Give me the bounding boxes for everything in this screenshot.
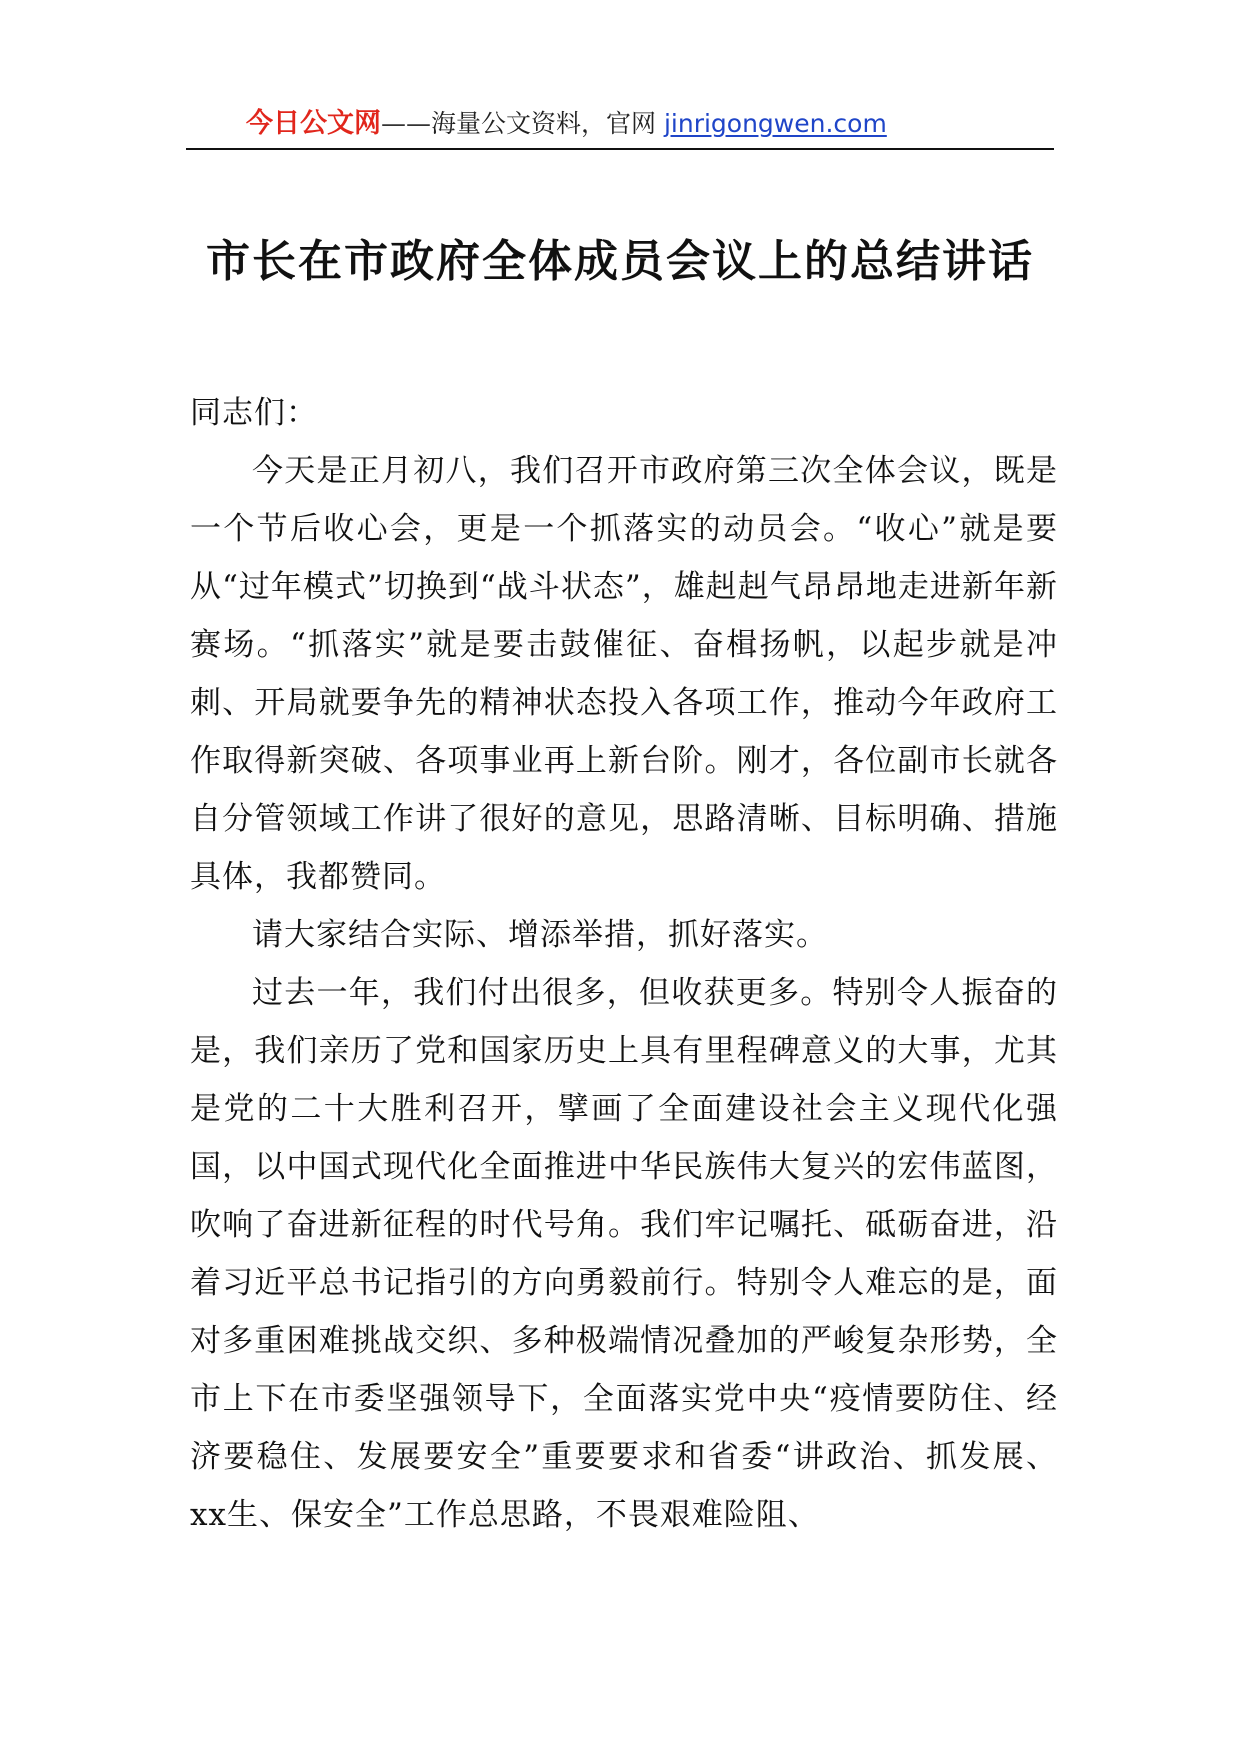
site-url-link[interactable]: jinrigongwen.com bbox=[663, 109, 887, 138]
paragraph: 今天是正月初八，我们召开市政府第三次全体会议，既是一个节后收心会，更是一个抓落实的动员会。“收心”就是要从“过年模式”切换到“战斗状态”，雄赳赳气昂昂地走进新年新赛场。“抓落实”就是要击鼓催征、奋楫扬帆，以起步就是冲刺、开局就要争先的精神状态投入各项工作，推动今年政府工作取得新突破、各项事业再上新台阶。刚才，各位副市长就各自分管领域工作讲了很好的意见，思路清晰、目标明确、措施具体，我都赞同。 bbox=[190, 453, 1058, 895]
site-brand[interactable]: 今日公文网 bbox=[246, 108, 381, 139]
document-title: 市长在市政府全体成员会议上的总结讲话 bbox=[206, 236, 1034, 287]
paragraph: 请大家结合实际、增添举措，抓好落实。 bbox=[252, 917, 828, 953]
site-header bbox=[186, 104, 1054, 144]
header-description: 海量公文资料，官网 bbox=[431, 109, 664, 138]
header-divider bbox=[186, 148, 1054, 150]
document-body bbox=[190, 384, 1058, 1544]
header-separator: —— bbox=[381, 109, 431, 138]
greeting: 同志们： bbox=[190, 395, 318, 431]
paragraph: 过去一年，我们付出很多，但收获更多。特别令人振奋的是，我们亲历了党和国家历史上具有里程碑意义的大事，尤其是党的二十大胜利召开，擘画了全面建设社会主义现代化强国，以中国式现代化全面推进中华民族伟大复兴的宏伟蓝图，吹响了奋进新征程的时代号角。我们牢记嘱托、砥砺奋进，沿着习近平总书记指引的方向勇毅前行。特别令人难忘的是，面对多重困难挑战交织、多种极端情况叠加的严峻复杂形势，全市上下在市委坚强领导下，全面落实党中央“疫情要防住、经济要稳住、发展要安全”重要要求和省委“讲政治、抓发展、xx生、保安全”工作总思路，不畏艰难险阻、 bbox=[190, 975, 1058, 1533]
